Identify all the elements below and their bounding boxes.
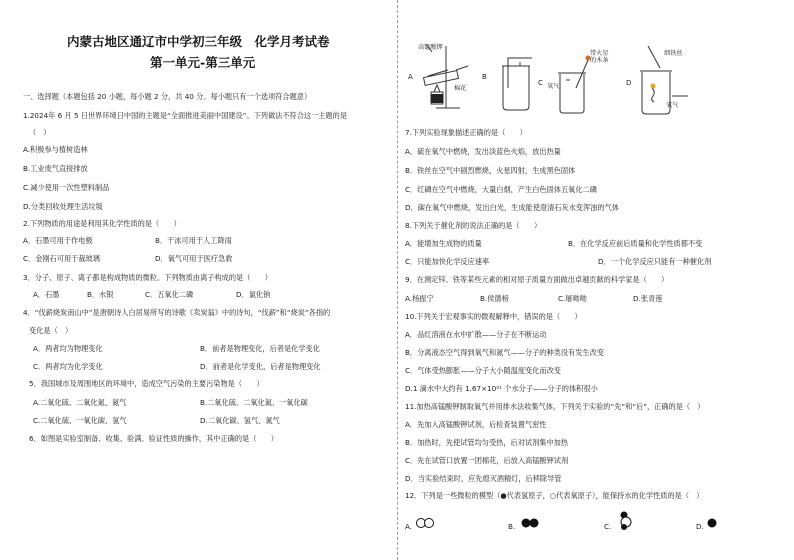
q7-stem: 7.下列实验现象描述正确的是（ ） bbox=[405, 128, 527, 137]
figure-note-wire: 细铁丝 bbox=[664, 50, 683, 57]
exam-subtitle: 第一单元-第三单元 bbox=[150, 55, 256, 70]
q9-stem: 9．在测定锌、铁等某些元素的相对原子质量方面做出卓越贡献的科学家是（ ） bbox=[405, 275, 669, 284]
figure-label-a: A bbox=[408, 73, 413, 81]
q10-option-c: C．气体受热膨胀——分子大小随温度变化而改变 bbox=[405, 366, 561, 375]
molecule-o2-icon bbox=[416, 517, 436, 529]
q7-option-a: A．硫在氧气中燃烧，发出淡蓝色火焰，放出热量 bbox=[405, 147, 561, 156]
figure-label-c: C bbox=[538, 79, 543, 87]
q2-option-c: C．金刚石可用于裁玻璃 bbox=[23, 254, 100, 263]
q12-option-b-label: B. bbox=[508, 522, 516, 531]
q3-option-a: A．石墨 bbox=[33, 290, 60, 299]
q11-option-a: A．先加入高锰酸钾试剂，后检查装置气密性 bbox=[405, 420, 547, 429]
molecule-h2-icon bbox=[521, 517, 541, 529]
atom-h-icon bbox=[706, 517, 718, 529]
q2-stem: 2.下列物质的用途是利用其化学性质的是（ ） bbox=[23, 219, 181, 228]
q8-option-c: C．只能加快化学反应速率 bbox=[405, 257, 490, 266]
q1-option-c: C.减少使用一次性塑料制品 bbox=[23, 183, 110, 192]
q10-stem: 10.下列关于宏观事实的微观解释中，错误的是（ ） bbox=[405, 312, 582, 321]
molecule-h2o-icon bbox=[617, 510, 635, 530]
q4-option-b: B．前者是物理变化，后者是化学变化 bbox=[200, 344, 320, 353]
q8-option-d: D．一个化学反应只能有一种催化剂 bbox=[598, 257, 712, 266]
figure-note-cotton: 棉花 bbox=[454, 85, 467, 92]
q9-option-b: B.侯德榜 bbox=[480, 294, 509, 303]
q3-option-b: B．水银 bbox=[87, 290, 114, 299]
q11-option-c: C．先在试管口放置一团棉花，后放入高锰酸钾试剂 bbox=[405, 456, 569, 465]
q5-stem: 5．我国城市及周围地区的环境中，造成空气污染的主要污染物是（ ） bbox=[29, 379, 264, 388]
q3-option-d: D．氯化钠 bbox=[236, 290, 271, 299]
q10-option-b: B．分离液态空气得到氧气和氮气——分子的种类没有发生改变 bbox=[405, 348, 604, 357]
q8-option-b: B．在化学反应前后质量和化学性质都不变 bbox=[568, 239, 703, 248]
q9-option-c: C.屠呦呦 bbox=[558, 294, 587, 303]
q12-option-c-label: C. bbox=[604, 522, 612, 531]
q1-stem: 1.2024年 6 月 5 日世界环境日中国的主题是“全面推进美丽中国建设”。下列做法不符合这一主题的是 bbox=[23, 111, 348, 120]
q7-option-d: D．碳在氧气中燃烧，发出白光，生成能使澄清石灰水变浑浊的气体 bbox=[405, 203, 619, 212]
q1-answer-bracket: （ ） bbox=[29, 128, 51, 137]
q12-option-a-label: A. bbox=[405, 522, 413, 531]
right-column bbox=[398, 0, 794, 560]
q11-stem: 11.加热高锰酸钾制取氧气并用排水法收集气体，下列关于实验的“先”和“后”，正确的是（ ） bbox=[405, 402, 705, 411]
q2-option-a: A．石墨可用于作电极 bbox=[23, 236, 93, 245]
q8-option-a: A．能增加生成物的质量 bbox=[405, 239, 482, 248]
q11-option-b: B．加热时，先使试管均匀受热，后对试剂集中加热 bbox=[405, 438, 569, 447]
q10-option-a: A．品红溶液在水中扩散——分子在不断运动 bbox=[405, 330, 547, 339]
figure-note-splint: 带火星的木条 bbox=[590, 50, 609, 64]
section-heading: 一、选择题（本题包括 20 小题，每小题 2 分，共 40 分。每小题只有一个选项符合题意） bbox=[23, 92, 312, 101]
q7-option-c: C．红磷在空气中燃烧，大量白烟，产生白色固体五氧化二磷 bbox=[405, 185, 597, 194]
q5-option-d: D.二氧化碳、氢气、氮气 bbox=[200, 416, 280, 425]
q5-option-b: B.二氧化硫、二氧化氮、一氧化碳 bbox=[200, 398, 308, 407]
q10-option-d: D.1 滴水中大约有 1.67×10²¹ 个水分子——分子的体积很小 bbox=[405, 384, 598, 393]
q12-option-d-label: D. bbox=[696, 522, 704, 531]
q9-option-a: A.杨振宁 bbox=[405, 294, 434, 303]
figure-note-kmno4: 高锰酸钾 bbox=[418, 44, 443, 51]
figure-label-d: D bbox=[626, 79, 632, 87]
q1-option-a: A.积极参与植树造林 bbox=[23, 145, 88, 154]
q4-stem-cont: 变化是（ ） bbox=[29, 326, 73, 335]
q4-option-d: D．前者是化学变化，后者是物理变化 bbox=[200, 362, 321, 371]
figure-note-oxygen-d: 氧气 bbox=[666, 102, 679, 109]
q4-stem: 4．“伐薪烧炭南山中”是唐朝诗人白居易所写的诗歌《卖炭翁》中的诗句，“伐薪”和“烧炭”各指的 bbox=[23, 308, 331, 317]
q5-option-c: C.二氧化硫、一氧化碳、氢气 bbox=[33, 416, 127, 425]
lab-apparatus-figure bbox=[398, 36, 794, 126]
q2-option-d: D．氧气可用于医疗急救 bbox=[155, 254, 233, 263]
q9-option-d: D.张青莲 bbox=[633, 294, 663, 303]
q2-option-b: B．干冰可用于人工降雨 bbox=[155, 236, 232, 245]
q1-option-d: D.分类回收处理生活垃圾 bbox=[23, 202, 103, 211]
q7-option-b: B．铁丝在空气中剧烈燃烧，火星四射，生成黑色固体 bbox=[405, 166, 576, 175]
exam-title: 内蒙古地区通辽市中学初三年级 化学月考试卷 bbox=[67, 34, 330, 49]
q3-option-c: C．五氧化二磷 bbox=[145, 290, 194, 299]
figure-label-b: B bbox=[482, 73, 487, 81]
q4-option-a: A．两者均为物理变化 bbox=[33, 344, 103, 353]
q11-option-d: D．当实验结束时，应先熄灭酒精灯，后移除导管 bbox=[405, 474, 562, 483]
q4-option-c: C．两者均为化学变化 bbox=[33, 362, 103, 371]
q1-option-b: B.工业废气直接排放 bbox=[23, 164, 88, 173]
figure-note-oxygen-c: 氧气 bbox=[547, 83, 560, 90]
q6-stem: 6．如图是实验室制备、收集、验满、验证性质的操作，其中正确的是（ ） bbox=[29, 434, 278, 443]
q12-stem: 12．下列是一些微粒的模型（●代表氢原子，○代表氧原子），能保持水的化学性质的是（ ） bbox=[405, 491, 704, 500]
q3-stem: 3．分子、原子、离子都是构成物质的微粒。下列物质由离子构成的是（ ） bbox=[23, 273, 272, 282]
q8-stem: 8.下列关于催化剂的说法正确的是（ ） bbox=[405, 221, 542, 230]
q5-option-a: A.二氧化硫、二氧化氮、氮气 bbox=[33, 398, 127, 407]
